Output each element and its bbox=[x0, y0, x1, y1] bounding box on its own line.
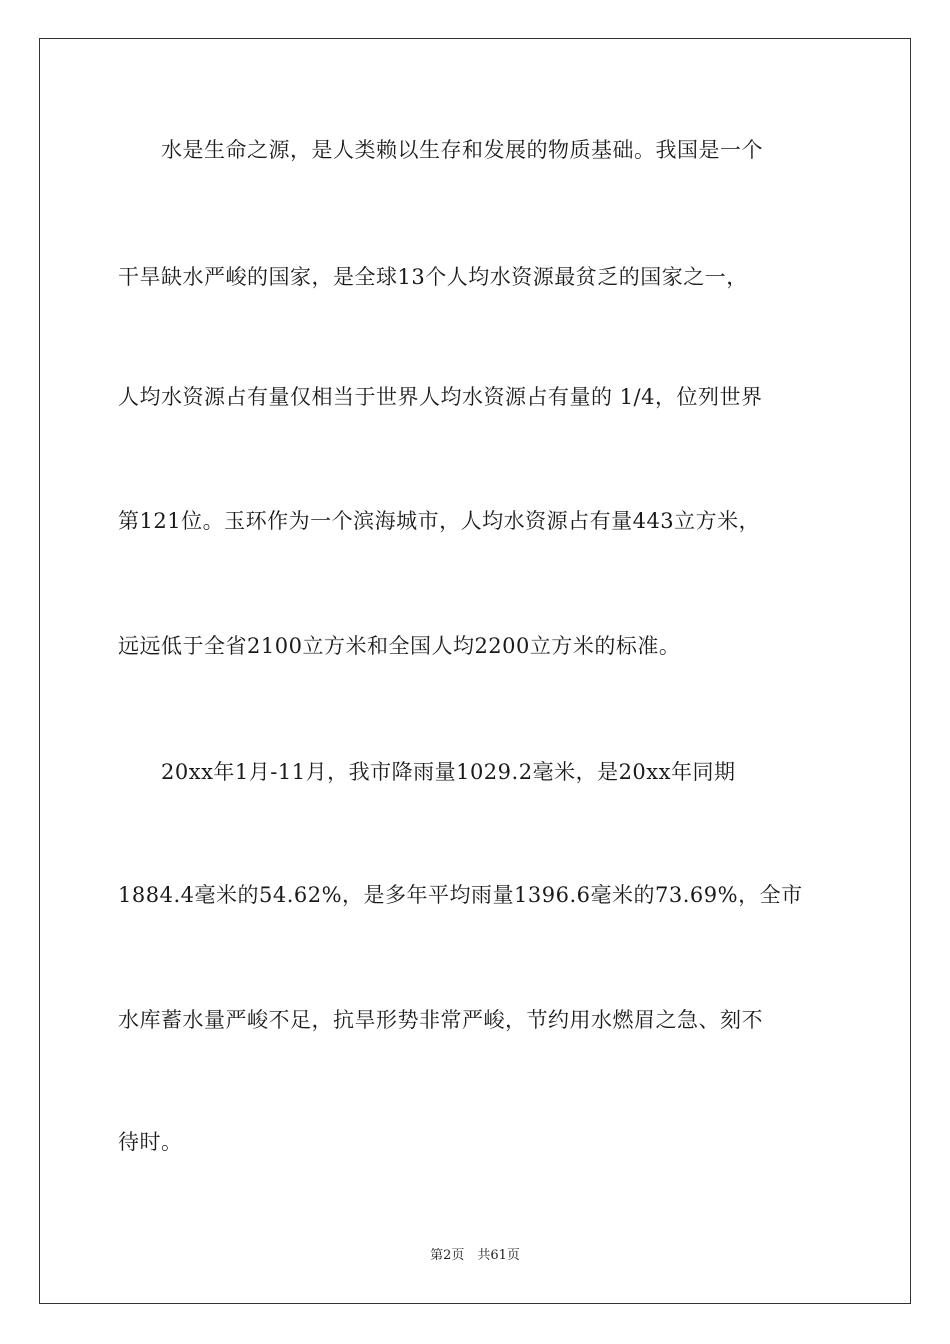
paragraph-line-7: 1884.4毫米的54.62%，是多年平均雨量1396.6毫米的73.69%，全市 bbox=[118, 883, 803, 907]
page-number-footer: 第2页 共61页 bbox=[430, 1248, 520, 1263]
paragraph-line-3: 人均水资源占有量仅相当于世界人均水资源占有量的 1/4，位列世界 bbox=[118, 385, 763, 409]
paragraph-line-1: 水是生命之源，是人类赖以生存和发展的物质基础。我国是一个 bbox=[118, 138, 763, 162]
paragraph-line-6: 20xx年1月-11月，我市降雨量1029.2毫米，是20xx年同期 bbox=[118, 760, 736, 784]
paragraph-line-5: 远远低于全省2100立方米和全国人均2200立方米的标准。 bbox=[118, 634, 681, 658]
paragraph-line-4: 第121位。玉环作为一个滨海城市，人均水资源占有量443立方米， bbox=[118, 509, 761, 533]
paragraph-line-2: 干旱缺水严峻的国家，是全球13个人均水资源最贫乏的国家之一， bbox=[118, 265, 748, 289]
paragraph-line-8: 水库蓄水量严峻不足，抗旱形势非常严峻，节约用水燃眉之急、刻不 bbox=[118, 1008, 763, 1032]
page-border bbox=[39, 38, 911, 1304]
paragraph-line-9: 待时。 bbox=[118, 1130, 183, 1154]
